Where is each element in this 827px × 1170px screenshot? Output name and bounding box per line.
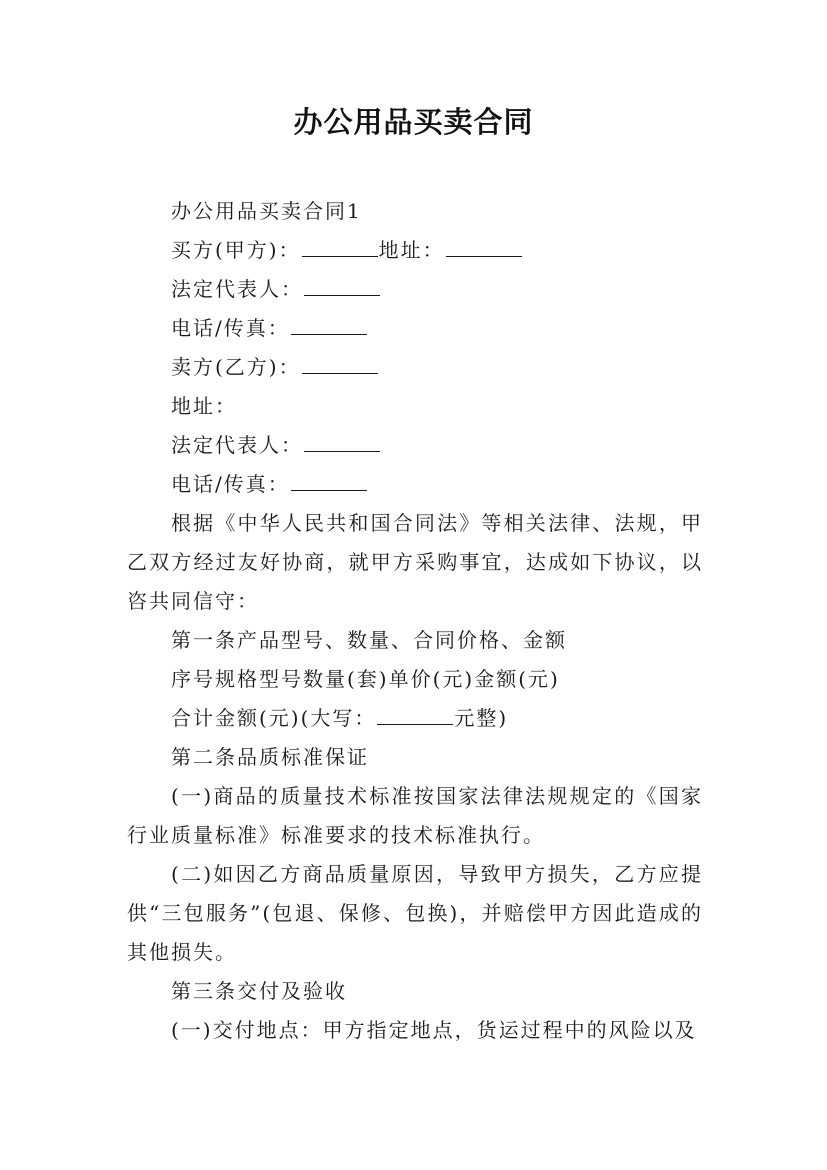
document-title: 办公用品买卖合同 — [293, 105, 534, 139]
seller-blank — [302, 349, 378, 374]
buyer-blank — [302, 232, 378, 257]
total-prefix: 合计金额(元)(大写： — [171, 706, 377, 730]
buyer-address-blank — [446, 232, 522, 257]
article1-title: 第一条产品型号、数量、合同价格、金额 — [171, 628, 567, 652]
article1-table-header: 序号规格型号数量(套)单价(元)金额(元) — [171, 667, 560, 691]
article2-item1: (一)商品的质量技术标准按国家法律法规规定的《国家行业质量标准》标准要求的技术标准执行。 — [127, 784, 703, 847]
total-amount-line — [127, 699, 703, 738]
document-body — [127, 192, 703, 1050]
buyer-line — [127, 231, 703, 270]
seller-legal-rep-label: 法定代表人： — [171, 433, 303, 457]
seller-phone-line — [127, 465, 703, 504]
article3-item1: (一)交付地点：甲方指定地点，货运过程中的风险以及 — [171, 1018, 697, 1042]
buyer-phone-blank — [291, 310, 367, 335]
seller-phone-blank — [291, 466, 367, 491]
buyer-address-label: 地址： — [378, 238, 445, 262]
seller-address-line — [127, 387, 703, 426]
article2-title: 第二条品质标准保证 — [171, 745, 369, 769]
buyer-legal-rep-label: 法定代表人： — [171, 277, 303, 301]
seller-legal-rep-blank — [304, 427, 380, 452]
buyer-phone-label: 电话/传真： — [171, 316, 290, 340]
seller-legal-rep-line — [127, 426, 703, 465]
seller-phone-label: 电话/传真： — [171, 472, 290, 496]
intro-paragraph: 根据《中华人民共和国合同法》等相关法律、法规，甲乙双方经过友好协商，就甲方采购事宜，达成如下协议，以咨共同信守： — [127, 511, 703, 613]
article3-title: 第三条交付及验收 — [171, 979, 347, 1003]
total-blank — [377, 700, 453, 725]
total-suffix: 元整) — [454, 706, 509, 730]
seller-label: 卖方(乙方)： — [171, 355, 301, 379]
article2-item2: (二)如因乙方商品质量原因，导致甲方损失，乙方应提供“三包服务”(包退、保修、包换)，并赔偿甲方因此造成的其他损失。 — [127, 862, 703, 964]
contract-heading: 办公用品买卖合同1 — [171, 199, 362, 223]
buyer-legal-rep-line — [127, 270, 703, 309]
seller-address-label: 地址： — [171, 394, 237, 418]
buyer-phone-line — [127, 309, 703, 348]
seller-line — [127, 348, 703, 387]
buyer-label: 买方(甲方)： — [171, 238, 301, 262]
buyer-legal-rep-blank — [304, 271, 380, 296]
